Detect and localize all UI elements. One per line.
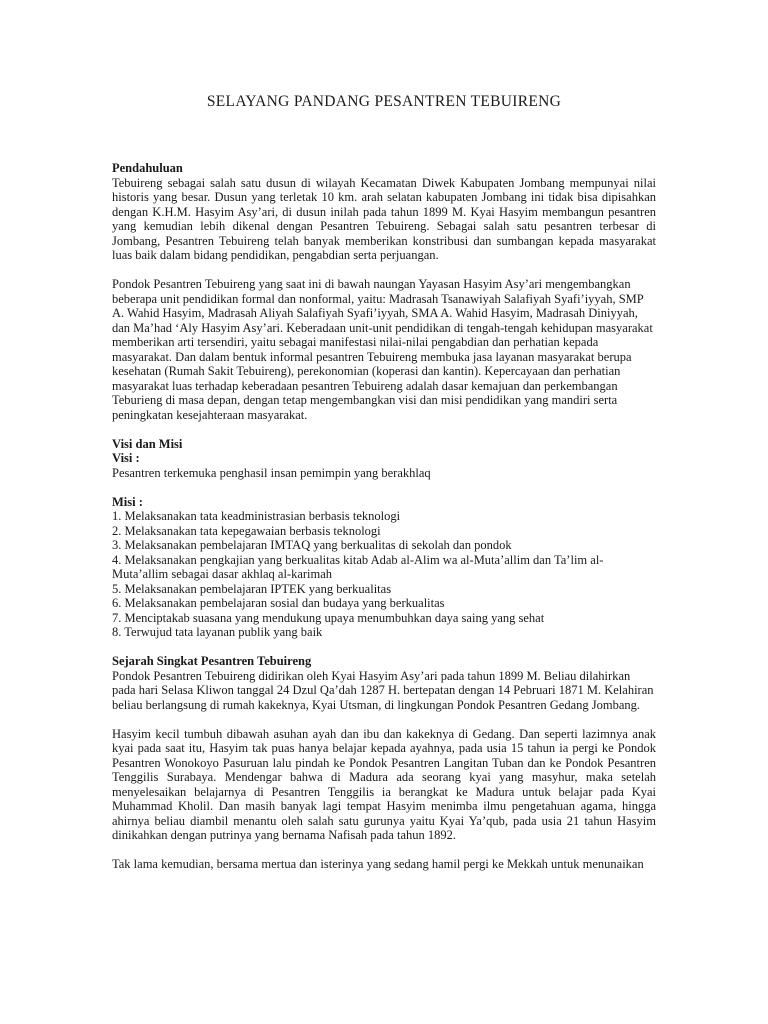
list-item: 7. Menciptakab suasana yang mendukung upaya menumbuhkan daya saing yang sehat xyxy=(112,610,545,625)
document-title: SELAYANG PANDANG PESANTREN TEBUIRENG xyxy=(206,93,562,110)
sejarah-paragraph-2: Hasyim kecil tumbuh dibawah asuhan ayah dan ibu dan kakeknya di Gedang. Dan seperti lazimnya anak kyai pada saat itu, Hasyim tak puas hanya belajar kepada ayahnya, pada usia 15 tahun ia pergi ke Pondok Pesantren Wonokoyo Pasuruan lalu pindah ke Pondok Pesantren Langitan Tuban dan ke Pondok Pesantren Tenggilis Surabaya. Mendengar bahwa di Madura ada seorang kyai yang masyhur, maka setelah menyelesaikan belajarnya di Pesantren Tenggilis ia berangkat ke Madura untuk belajar pada Kyai Muhammad Kholil. Dan masih banyak lagi tempat Hasyim menimba ilmu pengetahuan agama, hingga ahirnya beliau diambil menantu oleh salah satu gurunya yaitu Kyai Ya’qub, pada usia 21 tahun Hasyim dinikahkan dengan putrinya yang bernama Nafisah pada tahun 1892. xyxy=(112,726,656,842)
list-item: 8. Terwujud tata layanan publik yang baik xyxy=(112,625,323,639)
paragraph-gap xyxy=(112,843,656,858)
section-gap xyxy=(112,640,656,655)
misi-label: Misi : xyxy=(112,494,143,509)
list-item: 4. Melaksanakan pengkajian yang berkualitas kitab Adab al-Alim wa al-Muta’allim dan Ta’lim al-Muta’allim sebagai dasar akhlaq al-karimah xyxy=(112,552,604,581)
section-sejarah xyxy=(112,654,656,872)
list-item: 3. Melaksanakan pembelajaran IMTAQ yang berkualitas di sekolah dan pondok xyxy=(112,538,512,552)
section-visi-misi xyxy=(112,437,656,640)
section-heading-sejarah: Sejarah Singkat Pesantren Tebuireng xyxy=(112,654,312,668)
list-item: 2. Melaksanakan tata kepegawaian berbasis teknologi xyxy=(112,523,381,538)
misi-list xyxy=(112,509,656,640)
list-item: 6. Melaksanakan pembelajaran sosial dan budaya yang berkualitas xyxy=(112,596,445,610)
list-item: 5. Melaksanakan pembelajaran IPTEK yang berkualitas xyxy=(112,581,392,596)
paragraph-gap xyxy=(112,263,656,278)
visi-label: Visi : xyxy=(112,451,140,465)
section-heading-visi-misi: Visi dan Misi xyxy=(112,436,183,451)
list-item: 1. Melaksanakan tata keadministrasian berbasis teknologi xyxy=(112,509,401,523)
sejarah-paragraph-3: Tak lama kemudian, bersama mertua dan isterinya yang sedang hamil pergi ke Mekkah untuk menunaikan xyxy=(112,857,644,871)
paragraph-gap xyxy=(112,712,656,727)
pendahuluan-paragraph-2: Pondok Pesantren Tebuireng yang saat ini di bawah naungan Yayasan Hasyim Asy’ari mengembangkan beberapa unit pendidikan formal dan nonformal, yaitu: Madrasah Tsanawiyah Salafiyah Syafi’iyyah, SMP A. Wahid Hasyim, Madrasah Aliyah Salafiyah Syafi’iyyah, SMA A. Wahid Hasyim, Madrasah Diniyyah, dan Ma’had ‘Aly Hasyim Asy’ari. Keberadaan unit-unit pendidikan di tengah-tengah kehidupan masyarakat memberikan arti tersendiri, yaitu sebagai manifestasi nilai-nilai pengabdian dan perhatian kepada masyarakat. Dan dalam bentuk informal pesantren Tebuireng membuka jasa layanan masyarakat berupa kesehatan (Rumah Sakit Tebuireng), perekonomian (koperasi dan kantin). Kepercayaan dan perhatian masyarakat luas terhadap keberadaan pesantren Tebuireng adalah dasar kemajuan dan perkembangan Teburieng di masa depan, dengan tetap mengembangkan visi dan misi pendidikan yang mandiri serta peningkatan kesejahteraan masyarakat. xyxy=(112,277,653,422)
pendahuluan-paragraph-1: Tebuireng sebagai salah satu dusun di wilayah Kecamatan Diwek Kabupaten Jombang mempunyai nilai historis yang besar. Dusun yang terletak 10 km. arah selatan kabupaten Jombang ini tidak bisa dipisahkan dengan K.H.M. Hasyim Asy’ari, di dusun inilah pada tahun 1899 M. Kyai Hasyim membangun pesantren yang kemudian lebih dikenal dengan Pesantren Tebuireng. Sebagai salah satu pesantren terbesar di Jombang, Pesantren Tebuireng telah banyak memberikan konstribusi dan sumbangan kepada masyarakat luas baik dalam bidang pendidikan, pengabdian serta perjuangan. xyxy=(112,175,656,262)
section-heading-pendahuluan: Pendahuluan xyxy=(112,161,183,175)
sejarah-paragraph-1: Pondok Pesantren Tebuireng didirikan oleh Kyai Hasyim Asy’ari pada tahun 1899 M. Beliau dilahirkan pada hari Selasa Kliwon tanggal 24 Dzul Qa’dah 1287 H. bertepatan dengan 14 Pebruari 1871 M. Kelahiran beliau berlangsung di rumah kakeknya, Kyai Utsman, di lingkungan Pondok Pesantren Gedang Jombang. xyxy=(112,668,654,712)
visi-text: Pesantren terkemuka penghasil insan pemimpin yang berakhlaq xyxy=(112,465,431,480)
section-pendahuluan xyxy=(112,161,656,422)
spacer xyxy=(112,111,656,161)
section-gap xyxy=(112,422,656,437)
paragraph-gap xyxy=(112,480,656,495)
